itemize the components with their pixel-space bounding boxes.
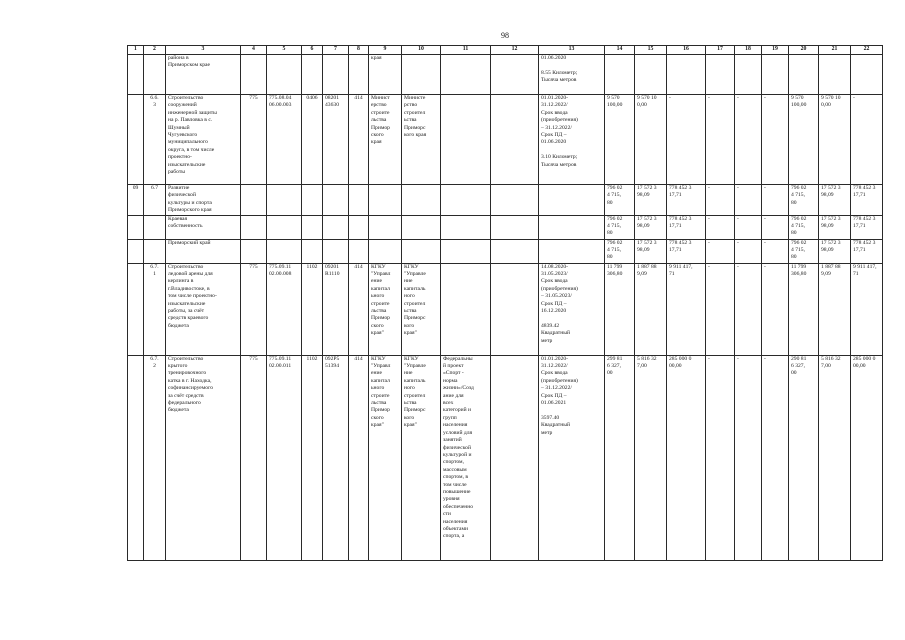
table-cell: - — [706, 355, 735, 560]
table-cell: 290 81 6 327, 00 — [789, 355, 819, 560]
table-cell: 778 452 3 17,71 — [851, 185, 883, 216]
table-cell — [349, 239, 369, 263]
table-cell — [267, 185, 302, 216]
table-cell: 299 81 6 327, 00 — [605, 355, 635, 560]
budget-table — [127, 45, 883, 561]
table-cell: 775.09.11 02.00.011 — [267, 355, 302, 560]
table-cell: 09 — [128, 185, 144, 216]
table-cell: 092P5 51394 — [323, 355, 349, 560]
table-cell: 285 000 0 00,00 — [851, 355, 883, 560]
table-cell: - — [762, 355, 789, 560]
table-cell: - — [735, 95, 762, 185]
table-cell: 775.09.11 02.00.008 — [267, 263, 302, 355]
table-body — [128, 55, 883, 561]
table-cell — [323, 55, 349, 95]
table-cell — [635, 55, 667, 95]
table-cell: 17 572 3 98,09 — [819, 185, 851, 216]
table-cell: - — [667, 95, 706, 185]
header-cell: 22 — [851, 46, 883, 55]
table-cell: 775 — [241, 263, 267, 355]
table-cell — [491, 263, 539, 355]
table-cell: 775 — [241, 95, 267, 185]
table-cell — [851, 55, 883, 95]
table-cell: 9 911 417, 71 — [667, 263, 706, 355]
table-cell: 414 — [349, 95, 369, 185]
table-cell — [441, 215, 491, 239]
table-cell: Строительство крытого тренировочного катка в г. Находка, софинансируемого за счёт средств федерального бюджета — [166, 355, 241, 560]
page-number: 98 — [501, 31, 509, 40]
header-cell: 15 — [635, 46, 667, 55]
table-cell: Строительство ледовой арены для керлинга в г.Владивостоке, в том числе проектно- изыскательские работы, за счёт средств краевого бюджета — [166, 263, 241, 355]
table-cell — [706, 55, 735, 95]
table-cell — [128, 95, 144, 185]
table-cell: - — [735, 239, 762, 263]
table-cell — [491, 185, 539, 216]
table-cell: - — [735, 355, 762, 560]
table-cell: 796 02 4 715, 80 — [605, 239, 635, 263]
table-cell: Развитие физической культуры и спорта Приморского края — [166, 185, 241, 216]
table-cell — [369, 239, 402, 263]
table-cell — [402, 55, 441, 95]
header-cell: 10 — [402, 46, 441, 55]
table-cell — [241, 239, 267, 263]
table-cell: Приморский край — [166, 239, 241, 263]
table-cell: КГКУ "Управле ние капиталь ного строител ьства Приморс кого края" — [402, 355, 441, 560]
table-cell — [762, 55, 789, 95]
table-cell: Краевая собственность — [166, 215, 241, 239]
table-cell — [128, 215, 144, 239]
table-cell — [128, 355, 144, 560]
table-cell: 796 02 4 715, 80 — [789, 215, 819, 239]
table-cell: 17 572 3 98,09 — [635, 185, 667, 216]
table-cell — [491, 95, 539, 185]
table-cell — [369, 215, 402, 239]
table-cell — [144, 215, 166, 239]
table-cell — [402, 215, 441, 239]
table-row — [128, 263, 883, 355]
header-cell: 9 — [369, 46, 402, 55]
table-cell: - — [851, 95, 883, 185]
table-cell: 778 452 3 17,71 — [851, 239, 883, 263]
table-cell — [441, 239, 491, 263]
table-cell: 01.01.2020- 31.12.2022/ Срок ввода (приобретения) – 31.12.2022/ Срок ПД – 01.06.2021 3597.40 Квадратный метр — [539, 355, 605, 560]
table-cell: 5 816 32 7,00 — [819, 355, 851, 560]
table-cell: 414 — [349, 355, 369, 560]
table-row — [128, 239, 883, 263]
table-cell — [267, 239, 302, 263]
table-cell: КГКУ "Управле ние капиталь ного строител ьства Приморс кого края" — [402, 263, 441, 355]
table-cell: 778 452 3 17,71 — [667, 239, 706, 263]
table-cell — [605, 55, 635, 95]
column-number-row — [128, 46, 883, 55]
table-cell: - — [735, 185, 762, 216]
table-row — [128, 55, 883, 95]
table-cell — [819, 55, 851, 95]
header-cell: 21 — [819, 46, 851, 55]
table-cell: - — [706, 263, 735, 355]
table-cell: 9 570 100,00 — [605, 95, 635, 185]
table-cell: - — [706, 239, 735, 263]
table-cell — [128, 263, 144, 355]
table-cell: - — [735, 263, 762, 355]
table-cell: 14.08.2020- 31.05.2023/ Срок ввода (приобретения) – 31.05.2023/ Срок ПД – 16.12.2020 4839.42 Квадратный метр — [539, 263, 605, 355]
table-cell: - — [762, 215, 789, 239]
table-cell — [441, 55, 491, 95]
table-cell: района в Приморском крае — [166, 55, 241, 95]
header-cell: 7 — [323, 46, 349, 55]
table-row — [128, 355, 883, 560]
table-cell — [539, 185, 605, 216]
table-cell: 11 799 306,80 — [605, 263, 635, 355]
header-cell: 13 — [539, 46, 605, 55]
table-cell: 796 02 4 715, 80 — [789, 185, 819, 216]
table-cell — [128, 239, 144, 263]
table-cell — [789, 55, 819, 95]
table-cell: 775 — [241, 355, 267, 560]
header-cell: 19 — [762, 46, 789, 55]
table-cell: Строительство сооружений инженерной защиты на р. Павловка в с. Шумный Чугуевского муниципального округа, в том числе проектно- изыскательские работы — [166, 95, 241, 185]
table-cell: 1 887 88 9,09 — [819, 263, 851, 355]
table-cell — [441, 263, 491, 355]
table-cell: 775.08.04 06.00.003 — [267, 95, 302, 185]
table-cell: 778 452 3 17,71 — [667, 215, 706, 239]
table-cell: - — [762, 95, 789, 185]
table-cell: 17 572 3 98,09 — [819, 239, 851, 263]
table-cell — [144, 239, 166, 263]
table-cell: края — [369, 55, 402, 95]
table-cell: 796 02 4 715, 80 — [789, 239, 819, 263]
table-cell — [402, 185, 441, 216]
table-cell: - — [762, 239, 789, 263]
table-cell: 796 02 4 715, 80 — [605, 185, 635, 216]
table-cell: 1 887 88 9,09 — [635, 263, 667, 355]
table-cell — [369, 185, 402, 216]
header-cell: 14 — [605, 46, 635, 55]
table-cell — [267, 215, 302, 239]
table-cell: 08201 43630 — [323, 95, 349, 185]
table-cell: - — [706, 95, 735, 185]
table-cell: 6.7. 1 — [144, 263, 166, 355]
table-cell — [241, 55, 267, 95]
table-cell: - — [735, 215, 762, 239]
table-cell: - — [706, 185, 735, 216]
table-cell: 5 816 32 7,00 — [635, 355, 667, 560]
table-cell: 17 572 3 98,09 — [819, 215, 851, 239]
header-cell: 16 — [667, 46, 706, 55]
header-cell: 20 — [789, 46, 819, 55]
table-cell: 17 572 3 98,09 — [635, 239, 667, 263]
table-cell — [402, 239, 441, 263]
table-cell: - — [706, 215, 735, 239]
table-cell: Минист ерство строите льства Примор ского края — [369, 95, 402, 185]
table-cell — [491, 55, 539, 95]
table-cell — [302, 55, 323, 95]
table-cell — [539, 215, 605, 239]
table-cell: 09201 R1110 — [323, 263, 349, 355]
table-cell: 6.7 — [144, 185, 166, 216]
table-cell: - — [762, 185, 789, 216]
table-cell: 01.06.2020 8.55 Километр; Тысяча метров — [539, 55, 605, 95]
header-cell: 2 — [144, 46, 166, 55]
table-cell: 778 452 3 17,71 — [667, 185, 706, 216]
table-cell — [302, 185, 323, 216]
table-cell: 9 570 10 0,00 — [819, 95, 851, 185]
table-cell: 285 000 0 00,00 — [667, 355, 706, 560]
table-cell: 6.7. 2 — [144, 355, 166, 560]
table-cell — [302, 215, 323, 239]
table-cell: 778 452 3 17,71 — [851, 215, 883, 239]
table-cell: 1102 — [302, 263, 323, 355]
table-cell — [491, 239, 539, 263]
table-row — [128, 215, 883, 239]
table-cell: 414 — [349, 263, 369, 355]
table-cell: 1102 — [302, 355, 323, 560]
table-row — [128, 95, 883, 185]
table-cell — [491, 355, 539, 560]
table-cell — [349, 55, 369, 95]
table-cell — [441, 95, 491, 185]
table-cell: 9 570 10 0,00 — [635, 95, 667, 185]
table-cell — [349, 215, 369, 239]
table-cell — [241, 215, 267, 239]
table-cell: 0406 — [302, 95, 323, 185]
table-cell: 11 799 306,80 — [789, 263, 819, 355]
table-cell: 01.01.2020- 31.12.2022/ Срок ввода (приобретения) – 31.12.2022/ Срок ПД – 01.06.2020 3.10 Километр; Тысяча метров — [539, 95, 605, 185]
table-cell: 17 572 3 98,09 — [635, 215, 667, 239]
table-cell: Министе рство строител ьства Приморс кого края — [402, 95, 441, 185]
table-cell — [323, 185, 349, 216]
header-cell: 8 — [349, 46, 369, 55]
table-cell: 796 02 4 715, 80 — [605, 215, 635, 239]
table-cell — [302, 239, 323, 263]
table-cell: КГКУ "Управл ение капитал ьного строите льства Примор ского края" — [369, 355, 402, 560]
table-cell: Федеральны й проект «Спорт - норма жизни»/Созд ание для всех категорий и групп населения условий для занятий физической культурой и спортом, массовым спортом, в том числе повышение уровня обеспеченно сти населения объектами спорта, а — [441, 355, 491, 560]
header-cell: 6 — [302, 46, 323, 55]
table-cell — [667, 55, 706, 95]
header-cell: 11 — [441, 46, 491, 55]
table-cell — [491, 215, 539, 239]
table-cell — [441, 185, 491, 216]
table-cell: 9 570 100,00 — [789, 95, 819, 185]
table-cell — [144, 55, 166, 95]
table-row — [128, 185, 883, 216]
header-cell: 4 — [241, 46, 267, 55]
table-cell — [241, 185, 267, 216]
table-cell — [267, 55, 302, 95]
header-cell: 17 — [706, 46, 735, 55]
table-cell: 9 911 417, 71 — [851, 263, 883, 355]
header-cell: 1 — [128, 46, 144, 55]
table-cell — [128, 55, 144, 95]
header-cell: 5 — [267, 46, 302, 55]
table-cell — [349, 185, 369, 216]
header-cell: 18 — [735, 46, 762, 55]
table-cell: КГКУ "Управл ение капитал ьного строите льства Примор ского края" — [369, 263, 402, 355]
table-cell — [735, 55, 762, 95]
table-cell — [323, 239, 349, 263]
table-cell: - — [762, 263, 789, 355]
table-cell — [323, 215, 349, 239]
table-cell: 6.6. 3 — [144, 95, 166, 185]
header-cell: 3 — [166, 46, 241, 55]
header-cell: 12 — [491, 46, 539, 55]
table-cell — [539, 239, 605, 263]
